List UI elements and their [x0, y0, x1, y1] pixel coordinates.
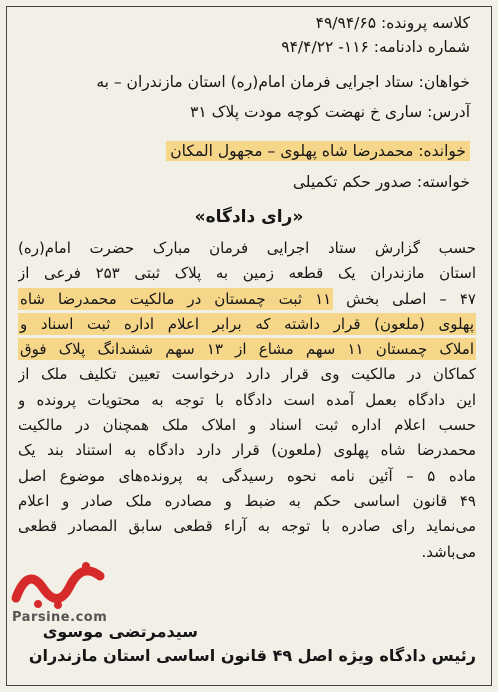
verdict-body: [18, 236, 476, 565]
highlighted-text: پهلوی (ملعون) قرار داشته که برابر اعلام اداره ثبت اسناد و: [20, 314, 474, 333]
defendant-highlight: خوانده: محمدرضا شاه پهلوی – مجهول المکان: [166, 141, 470, 161]
verdict-line: کماکان در مالکیت وی قرار دارد درخواست تعیین تکلیف ملک از: [18, 365, 476, 384]
verdict-line: [18, 287, 476, 312]
verdict-line: می‌باشد.: [421, 542, 476, 561]
file-class: کلاسه پرونده: ۴۹/۹۴/۶۵: [315, 14, 470, 32]
verdict-line: این دادگاه بعمل آمده است دادگاه با توجه به محتویات پرونده و: [18, 390, 476, 409]
address: آدرس: ساری خ نهضت کوچه مودت پلاک ۳۱: [190, 103, 470, 121]
verdict-line: حسب اعلام اداره ثبت اسناد و املاک ملک همچنان در مالکیت: [18, 416, 476, 435]
highlighted-text: ۱۱ ثبت چمستان در مالکیت محمدرضا شاه: [20, 289, 332, 308]
verdict-line: حسب گزارش ستاد اجرایی فرمان مبارک حضرت امام(ره): [18, 239, 476, 257]
verdict-line: ماده ۵ – آئین نامه نحوه رسیدگی به پرونده‌های موضوع اصل: [18, 466, 476, 485]
plaintiff: خواهان: ستاد اجرایی فرمان امام(ره) استان مازندران – به: [96, 73, 470, 91]
request: خواسته: صدور حکم تکمیلی: [292, 173, 470, 191]
defendant: [166, 142, 470, 160]
verdict-line: [18, 312, 476, 337]
verdict-line: می‌نماید رای صادره با توجه به آراء قطعی سابق المصادر قطعی: [18, 517, 476, 536]
line-text: ۴۷ – اصلی بخش: [333, 289, 476, 308]
verdict-line: استان مازندران یک قطعه زمین به پلاک ثبتی ۲۵۳ فرعی از: [18, 264, 476, 283]
verdict-number: شماره دادنامه: ۱۱۶- ۹۴/۴/۲۲: [281, 38, 470, 56]
watermark-site: Parsine.com: [12, 610, 108, 625]
verdict-line: محمدرضا شاه پهلوی (ملعون) قرار دارد دادگاه به استناد بند یک: [18, 441, 476, 460]
signer-name: سیدمرتضی موسوی: [42, 622, 198, 641]
verdict-title: «رای دادگاه»: [194, 207, 304, 227]
signer-position: رئیس دادگاه ویژه اصل ۴۹ قانون اساسی استان مازندران: [28, 646, 476, 665]
parsine-watermark: [8, 558, 108, 628]
verdict-line: [18, 337, 476, 362]
verdict-line: ۴۹ قانون اساسی حکم به ضبط و مصادره ملک صادر و اعلام: [18, 491, 476, 510]
parsine-logo-icon: [8, 558, 108, 613]
highlighted-text: املاک چمستان ۱۱ سهم مشاع از ۱۳ سهم ششدانگ پلاک فوق: [20, 340, 474, 359]
